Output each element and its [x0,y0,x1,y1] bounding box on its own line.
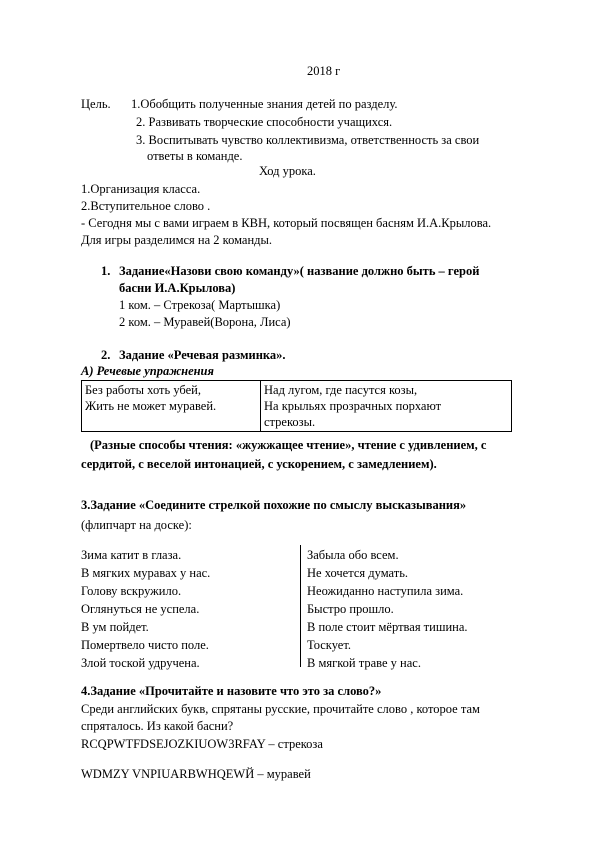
exercise-right-line-3: стрекозы. [264,415,316,429]
phrase-right-5: В поле стоит мёртвая тишина. [307,620,468,634]
exercise-left-line-2: Жить не может муравей. [85,399,217,413]
lesson-title: Ход урока. [259,164,316,178]
task1-team2: 2 ком. – Муравей(Ворона, Лиса) [119,315,291,329]
phrase-right-3: Неожиданно наступила зима. [307,584,464,598]
task3-title: 3.Задание «Соедините стрелкой похожие по смыслу высказывания» [81,498,467,512]
goal-item-1: 1.Обобщить полученные знания детей по разделу. [131,97,398,111]
phrase-left-5: В ум пойдет. [81,620,149,634]
task1-title: Задание«Назови свою команду»( название должно быть – герой [119,264,480,278]
goal-item-3-cont: ответы в команде. [147,149,243,163]
phrase-left-6: Помертвело чисто поле. [81,638,209,652]
task2-subtitle: А) Речевые упражнения [81,364,214,378]
goal-item-3: 3. Воспитывать чувство коллективизма, ответственность за свои [136,133,480,147]
phrase-left-1: Зима катит в глаза. [81,548,182,562]
intro-text-1: - Сегодня мы с вами играем в КВН, который посвящен басням И.А.Крылова. [81,216,492,230]
phrase-right-7: В мягкой траве у нас. [307,656,421,670]
task2-title: Задание «Речевая разминка». [119,348,286,362]
task4-text-1: Среди английских букв, спрятаны русские, прочитайте слово , которое там [81,702,480,716]
task3-subtitle: (флипчарт на доске): [81,518,192,532]
phrase-right-6: Тоскует. [307,638,351,652]
exercise-cell-right [261,381,512,432]
task1-team1: 1 ком. – Стрекоза( Мартышка) [119,298,281,312]
intro-org: 1.Организация класса. [81,182,201,196]
exercise-right-line-1: Над лугом, где пасутся козы, [264,383,418,397]
phrase-left-3: Голову вскружило. [81,584,182,598]
goal-label: Цель. [81,97,111,111]
task1-title-line2: басни И.А.Крылова) [119,281,236,295]
task4-text-2: спряталось. Из какой басни? [81,719,234,733]
intro-text-2: Для игры разделимся на 2 команды. [81,233,273,247]
task2-note-2: сердитой, с веселой интонацией, с ускорением, с замедлением). [81,457,437,471]
goal-item-2: 2. Развивать творческие способности учащихся. [136,115,393,129]
phrase-right-2: Не хочется думать. [307,566,409,580]
exercise-cell-left [82,381,261,432]
task2-note-1: (Разные способы чтения: «жужжащее чтение», чтение с удивлением, с [90,438,487,452]
phrase-right-4: Быстро прошло. [307,602,394,616]
phrase-right-1: Забыла обо всем. [307,548,399,562]
task1-title-line1 [101,262,479,280]
phrase-left-4: Оглянуться не успела. [81,602,200,616]
task4-title: 4.Задание «Прочитайте и назовите что это за слово?» [81,684,382,698]
phrase-left-2: В мягких муравах у нас. [81,566,211,580]
phrase-left-7: Злой тоской удручена. [81,656,200,670]
intro-word: 2.Вступительное слово . [81,199,211,213]
exercise-left-line-1: Без работы хоть убей, [85,383,201,397]
task2-number: 2. [101,348,111,362]
exercise-right-line-2: На крыльях прозрачных порхают [264,399,442,413]
puzzle-2: WDMZY VNPIUARBWHQEWЙ – муравей [81,767,311,781]
task1-number: 1. [101,264,111,278]
puzzle-1: RCQPWTFDSEJOZKIUOW3RFAY – стрекоза [81,737,323,751]
year-heading: 2018 г [307,64,341,78]
speech-exercises-table [81,380,512,432]
column-divider [300,545,301,667]
